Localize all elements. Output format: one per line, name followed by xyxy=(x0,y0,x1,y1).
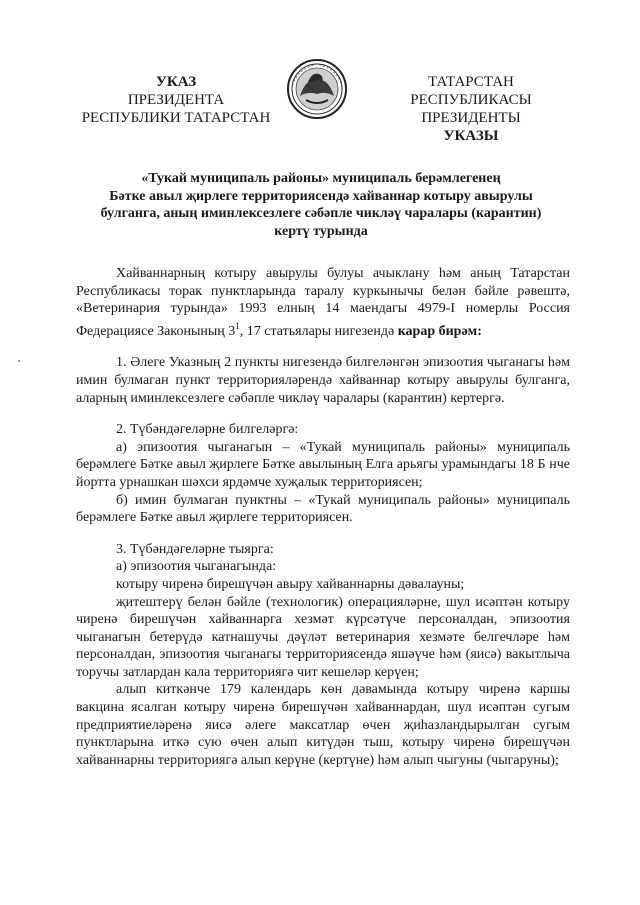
document-body xyxy=(76,265,570,769)
item-3a-3-paragraph: алып киткәнче 179 календарь көн дәвамында котыру чиренә каршы вакцина ясалган котыру чиренә бирешүчән хайваннардан, шул исәптән сугым предприятиеләренә яисә әлеге максатлар өчен җиһазландырылган сугым пунктларына иткә сую өчен алып китүдән тыш, котыру чиренә бирешүчән хайваннарны территориягә алып керүне (кертүне) һәм алып чыгуны (чыгаруны); xyxy=(76,682,570,768)
item-2b-paragraph: б) имин булмаган пунктны – «Тукай муниципаль районы» муниципаль берәмлеге Бәтке авыл җирлеге территориясен. xyxy=(76,492,570,526)
preamble-text-a: Хайваннарның котыру авырулы булуы ачыклану һәм аның Татарстан Республикасы торак пунктларында таралу куркынычы белән бәйле рәвештә, «Ветеринария турында» 1993 елның 14 маендагы 4979-I номерлы Россия Федерациясе Законының 3 xyxy=(76,266,570,339)
preamble-text-b: , 17 статьялары нигезендә xyxy=(239,323,398,339)
item-3a-2-paragraph: җитештерү белән бәйле (технологик) операцияләрне, шул исәптән котыру чиренә бирешүчән хайваннарга хезмәт күрсәтүче персоналдан, эпизоотия чыганагын бетерүдә катнашучы дәүләт ветеринария хезмәте белгечләре һәм персоналдан, эпизоотия чыганагы территориясендә яшәүче һәм (яисә) вакытлыча торучы затлардан кала территориягә чит кешеләр керүен; xyxy=(76,594,570,680)
header-left-line2: ПРЕЗИДЕНТА xyxy=(127,92,225,108)
item-3-heading: 3. Түбәндәгеләрне тыярга: xyxy=(116,541,274,557)
title-line-3: булганга, аның иминлексезлеге сәбәпле чикләү чаралары (карантин) xyxy=(100,206,542,221)
preamble-decision: карар бирәм: xyxy=(397,323,482,339)
item-3a-heading: а) эпизоотия чыганагында: xyxy=(116,559,277,575)
item-1-paragraph: 1. Әлеге Указның 2 пункты нигезендә билгеләнгән эпизоотия чыганагы һәм имин булмаган пункт территорияләрендә хайваннар котыру авырулы булганга, аларның иминлексезлеге сәбәпле чикләү чаралары (карантин) кертергә. xyxy=(76,355,570,406)
preamble-paragraph xyxy=(76,265,570,340)
title-line-4: кертү турында xyxy=(274,223,368,239)
header-right-line2: ПРЕЗИДЕНТЫ xyxy=(421,110,521,126)
preamble-superscript: 1 xyxy=(235,320,240,331)
header-left-block xyxy=(78,73,274,127)
header-right-title: УКАЗЫ xyxy=(443,128,499,144)
header-right-line1: ТАТАРСТАН РЕСПУБЛИКАСЫ xyxy=(410,74,532,108)
item-2a-paragraph: а) эпизоотия чыганагын – «Тукай муниципаль районы» муниципаль берәмлеге Бәтке авыл җирлеге Бәтке авылының Елга арьягы урамындагы 18 Б нче йортта урнашкан шәхси ярдәмче хуҗалык территориясен; xyxy=(76,439,570,490)
header-left-line3: РЕСПУБЛИКИ ТАТАРСТАН xyxy=(81,110,271,126)
scan-speck xyxy=(18,360,20,362)
title-line-1: «Тукай муниципаль районы» муниципаль берәмлегенең xyxy=(141,171,501,186)
item-3a-1-paragraph: котыру чиренә бирешүчән авыру хайваннарны дәвалауны; xyxy=(116,576,465,592)
header-right-block xyxy=(366,73,576,145)
title-line-2: Бәтке авыл җирлеге территориясендә хайваннар котыру авырулы xyxy=(109,188,533,204)
document-title xyxy=(78,170,564,240)
header-left-title: УКАЗ xyxy=(155,74,197,90)
tatarstan-coat-of-arms-icon xyxy=(286,58,348,120)
item-2-heading: 2. Түбәндәгеләрне билгеләргә: xyxy=(116,422,299,438)
